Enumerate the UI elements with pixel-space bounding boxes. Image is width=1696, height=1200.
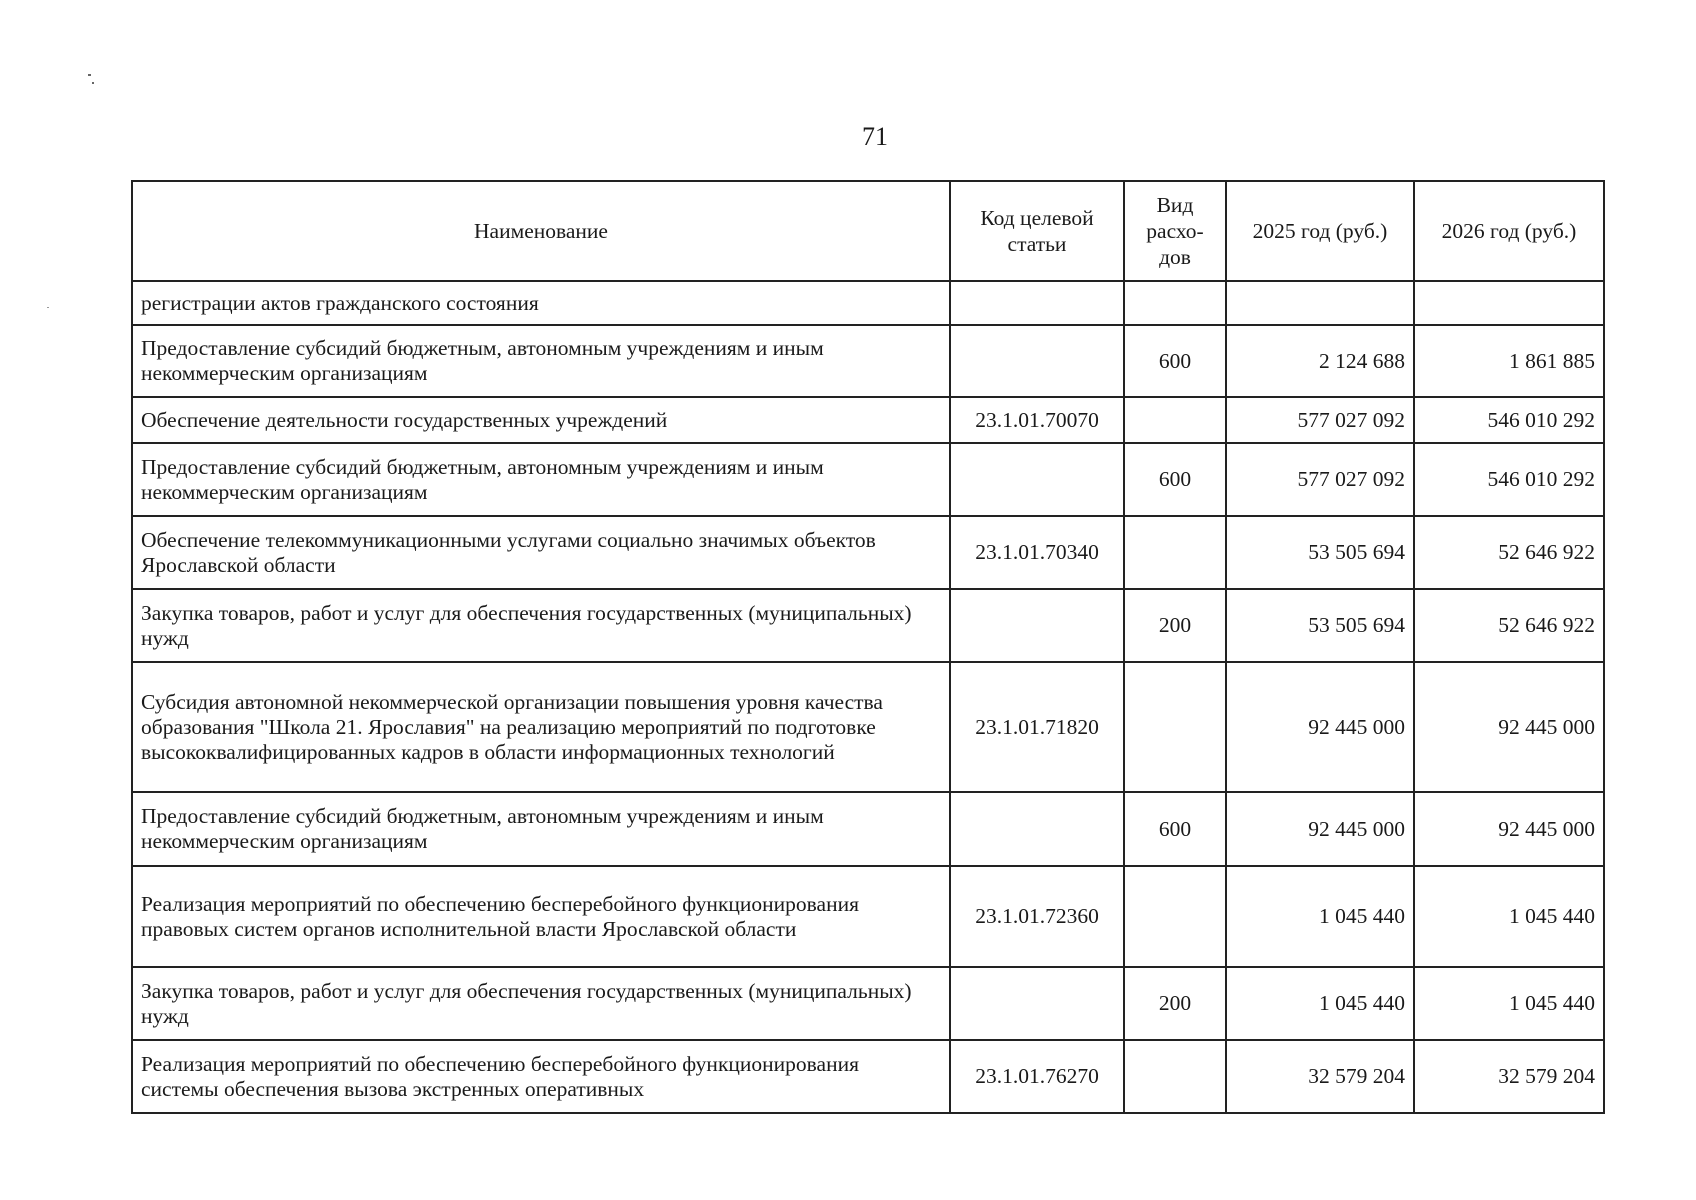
- row-value-2026: 1 045 440: [1414, 967, 1604, 1040]
- scan-speck: [92, 82, 94, 84]
- row-name: Субсидия автономной некоммерческой организации повышения уровня качества образования "Школа 21. Ярославия" на реализацию мероприятий по подготовке высококвалифицированных кадров в области информационных технологий: [132, 662, 950, 792]
- row-value-2026: 546 010 292: [1414, 443, 1604, 516]
- row-name: Закупка товаров, работ и услуг для обеспечения государственных (муниципальных) нужд: [132, 589, 950, 662]
- row-value-2026: 52 646 922: [1414, 589, 1604, 662]
- header-type: Вид расхо-дов: [1124, 181, 1226, 281]
- row-code: [950, 589, 1124, 662]
- row-value-2025: 1 045 440: [1226, 866, 1414, 967]
- row-code: [950, 325, 1124, 397]
- row-value-2025: 53 505 694: [1226, 516, 1414, 589]
- table-row: [132, 866, 1604, 967]
- table-row: [132, 792, 1604, 866]
- row-name: Обеспечение деятельности государственных учреждений: [132, 397, 950, 443]
- row-value-2026: 1 045 440: [1414, 866, 1604, 967]
- scan-speck: [47, 307, 49, 308]
- row-type: [1124, 662, 1226, 792]
- row-value-2026: 92 445 000: [1414, 792, 1604, 866]
- row-name: Реализация мероприятий по обеспечению бесперебойного функционирования системы обеспечения вызова экстренных оперативных: [132, 1040, 950, 1113]
- table-row: [132, 662, 1604, 792]
- row-code: [950, 281, 1124, 325]
- row-value-2025: 577 027 092: [1226, 443, 1414, 516]
- table-row: [132, 443, 1604, 516]
- row-value-2025: 1 045 440: [1226, 967, 1414, 1040]
- row-code: [950, 443, 1124, 516]
- table-row: [132, 325, 1604, 397]
- row-value-2025: 577 027 092: [1226, 397, 1414, 443]
- row-value-2026: 92 445 000: [1414, 662, 1604, 792]
- row-value-2026: [1414, 281, 1604, 325]
- row-type: 200: [1124, 967, 1226, 1040]
- table-row: [132, 1040, 1604, 1113]
- row-type: [1124, 516, 1226, 589]
- row-type: [1124, 866, 1226, 967]
- row-code: 23.1.01.76270: [950, 1040, 1124, 1113]
- row-code: [950, 792, 1124, 866]
- row-code: 23.1.01.70070: [950, 397, 1124, 443]
- row-value-2025: 92 445 000: [1226, 792, 1414, 866]
- row-type: 600: [1124, 443, 1226, 516]
- row-value-2026: 1 861 885: [1414, 325, 1604, 397]
- scan-speck: [88, 74, 91, 76]
- row-name: регистрации актов гражданского состояния: [132, 281, 950, 325]
- row-type: 600: [1124, 792, 1226, 866]
- row-code: [950, 967, 1124, 1040]
- row-value-2026: 32 579 204: [1414, 1040, 1604, 1113]
- row-name: Закупка товаров, работ и услуг для обеспечения государственных (муниципальных) нужд: [132, 967, 950, 1040]
- page-number: 71: [862, 122, 888, 151]
- table-row: [132, 397, 1604, 443]
- budget-table: [131, 180, 1605, 1114]
- row-name: Предоставление субсидий бюджетным, автономным учреждениям и иным некоммерческим организациям: [132, 325, 950, 397]
- row-type: 200: [1124, 589, 1226, 662]
- row-value-2025: [1226, 281, 1414, 325]
- row-type: [1124, 281, 1226, 325]
- header-year-2025: 2025 год (руб.): [1226, 181, 1414, 281]
- header-code: Код целевой статьи: [950, 181, 1124, 281]
- row-value-2025: 53 505 694: [1226, 589, 1414, 662]
- row-value-2025: 92 445 000: [1226, 662, 1414, 792]
- row-name: Предоставление субсидий бюджетным, автономным учреждениям и иным некоммерческим организациям: [132, 443, 950, 516]
- table-header-row: [132, 181, 1604, 281]
- row-code: 23.1.01.71820: [950, 662, 1124, 792]
- row-value-2025: 2 124 688: [1226, 325, 1414, 397]
- table-row: [132, 589, 1604, 662]
- header-year-2026: 2026 год (руб.): [1414, 181, 1604, 281]
- row-name: Реализация мероприятий по обеспечению бесперебойного функционирования правовых систем органов исполнительной власти Ярославской области: [132, 866, 950, 967]
- row-name: Обеспечение телекоммуникационными услугами социально значимых объектов Ярославской области: [132, 516, 950, 589]
- row-value-2026: 52 646 922: [1414, 516, 1604, 589]
- table-row: [132, 516, 1604, 589]
- row-value-2026: 546 010 292: [1414, 397, 1604, 443]
- table-row: [132, 281, 1604, 325]
- row-code: 23.1.01.70340: [950, 516, 1124, 589]
- row-type: 600: [1124, 325, 1226, 397]
- header-name: Наименование: [132, 181, 950, 281]
- table-row: [132, 967, 1604, 1040]
- row-name: Предоставление субсидий бюджетным, автономным учреждениям и иным некоммерческим организациям: [132, 792, 950, 866]
- row-type: [1124, 1040, 1226, 1113]
- row-value-2025: 32 579 204: [1226, 1040, 1414, 1113]
- row-code: 23.1.01.72360: [950, 866, 1124, 967]
- row-type: [1124, 397, 1226, 443]
